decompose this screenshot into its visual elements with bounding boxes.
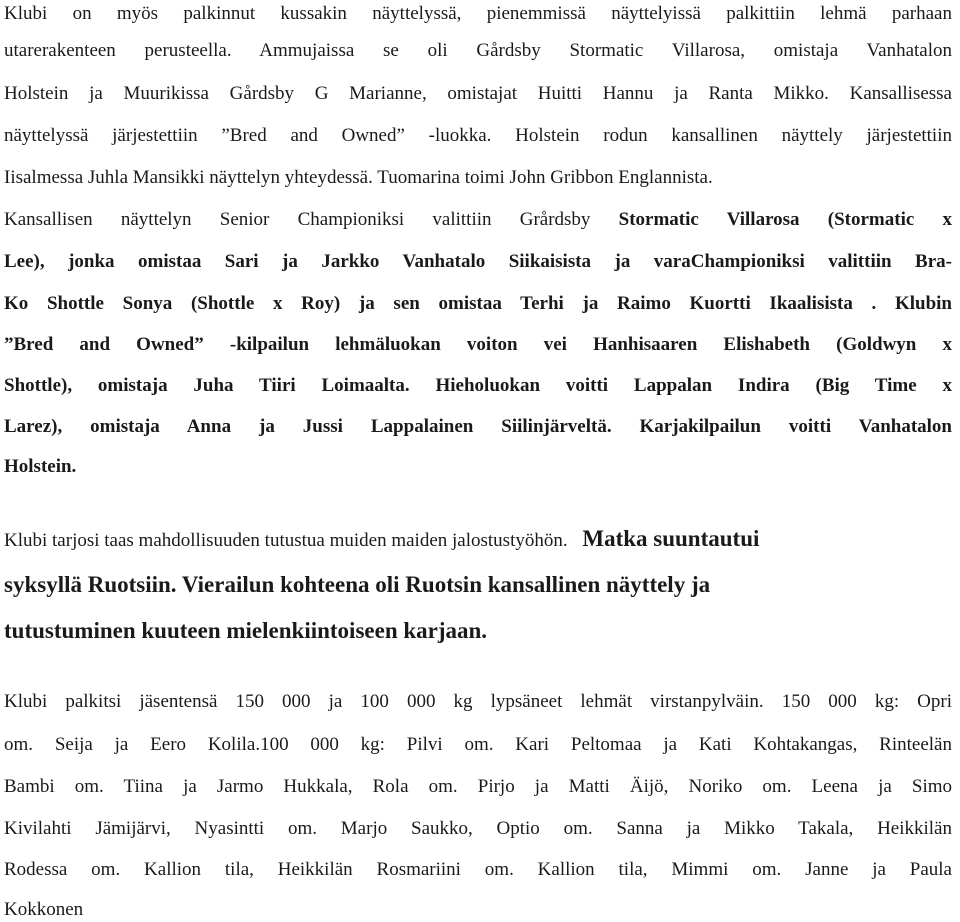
paragraph-line: Kokkonen: [4, 899, 84, 920]
bold-paragraph-line: Ko Shottle Sonya (Shottle x Roy) ja sen omistaa Terhi ja Raimo Kuortti Ikaalisista . Klubin: [4, 293, 952, 314]
normal-text: Kansallisen näyttelyn Senior Championiksi valittiin Grårdsby: [4, 209, 591, 230]
paragraph-line: Bambi om. Tiina ja Jarmo Hukkala, Rola om. Pirjo ja Matti Äijö, Noriko om. Leena ja Simo: [4, 776, 952, 797]
bold-text: Matka suuntautui: [582, 526, 760, 551]
bold-paragraph-line: tutustuminen kuuteen mielenkiintoiseen karjaan.: [4, 618, 488, 643]
paragraph-line: Klubi palkitsi jäsentensä 150 000 ja 100 000 kg lypsäneet lehmät virstanpylväin. 150 000 kg: Opri: [4, 691, 952, 712]
paragraph-line-mixed: [4, 527, 952, 551]
bold-text: Stormatic Villarosa (Stormatic x: [618, 209, 952, 230]
paragraph-line: utarerakenteen perusteella. Ammujaissa se oli Gårdsby Stormatic Villarosa, omistaja Vanhatalon: [4, 40, 952, 61]
paragraph-line-mixed: [4, 208, 952, 232]
bold-paragraph-line: syksyllä Ruotsiin. Vierailun kohteena oli Ruotsin kansallinen näyttely ja: [4, 572, 711, 597]
paragraph-line: näyttelyssä järjestettiin ”Bred and Owned” -luokka. Holstein rodun kansallinen näyttely järjestettiin: [4, 125, 952, 146]
bold-paragraph-line: Lee), jonka omistaa Sari ja Jarkko Vanhatalo Siikaisista ja varaChampioniksi valittiin Bra-: [4, 251, 952, 272]
paragraph-line: Kivilahti Jämijärvi, Nyasintti om. Marjo Saukko, Optio om. Sanna ja Mikko Takala, Heikkilän: [4, 818, 952, 839]
paragraph-line: Rodessa om. Kallion tila, Heikkilän Rosmariini om. Kallion tila, Mimmi om. Janne ja Paula: [4, 859, 952, 880]
bold-paragraph-line: Shottle), omistaja Juha Tiiri Loimaalta. Hieholuokan voitti Lappalan Indira (Big Time x: [4, 375, 952, 396]
paragraph-line: Klubi on myös palkinnut kussakin näyttelyssä, pienemmissä näyttelyissä palkittiin lehmä parhaan: [4, 3, 952, 24]
bold-paragraph-line: Larez), omistaja Anna ja Jussi Lappalainen Siilinjärveltä. Karjakilpailun voitti Vanhatalon: [4, 416, 952, 437]
bold-paragraph-line: ”Bred and Owned” -kilpailun lehmäluokan voiton vei Hanhisaaren Elishabeth (Goldwyn x: [4, 334, 952, 355]
normal-text: Klubi tarjosi taas mahdollisuuden tutustua muiden maiden jalostustyöhön.: [4, 530, 568, 551]
paragraph-line: om. Seija ja Eero Kolila.100 000 kg: Pilvi om. Kari Peltomaa ja Kati Kohtakangas, Rinteelän: [4, 734, 952, 755]
bold-paragraph-line: Holstein.: [4, 456, 77, 477]
paragraph-line: Iisalmessa Juhla Mansikki näyttelyn yhteydessä. Tuomarina toimi John Gribbon Englannista.: [4, 167, 713, 188]
paragraph-line: Holstein ja Muurikissa Gårdsby G Marianne, omistajat Huitti Hannu ja Ranta Mikko. Kansallisessa: [4, 83, 952, 104]
